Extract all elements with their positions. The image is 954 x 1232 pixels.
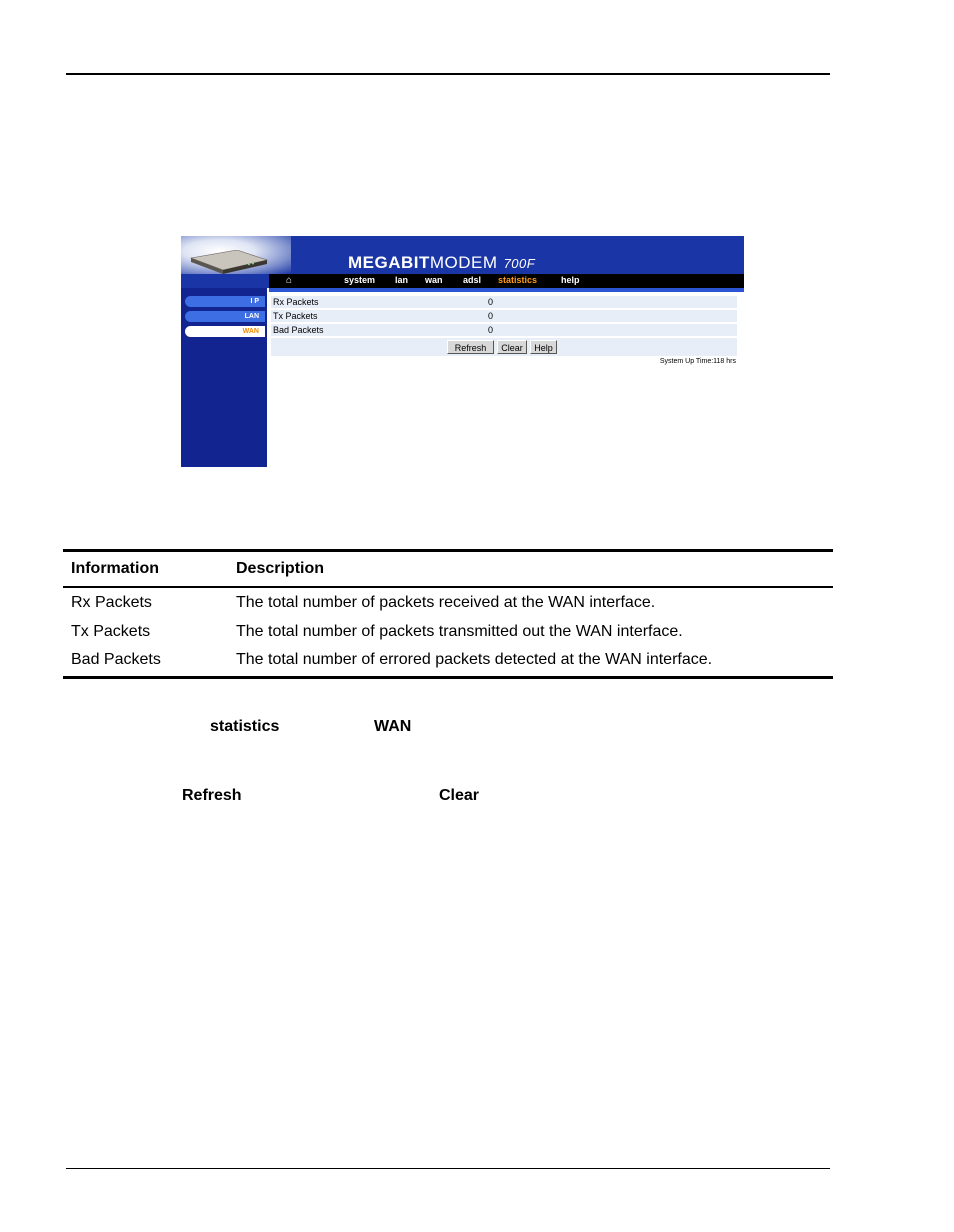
nav-system[interactable]: system xyxy=(344,275,376,285)
help-button[interactable]: Help xyxy=(530,340,557,354)
nav-adsl[interactable]: adsl xyxy=(463,275,482,285)
nav-left-block xyxy=(181,274,269,288)
nav-help[interactable]: help xyxy=(561,275,580,285)
stat-label: Rx Packets xyxy=(273,297,319,307)
cell-information: Rx Packets xyxy=(71,594,152,611)
stat-value: 0 xyxy=(488,311,494,321)
table-row xyxy=(63,588,833,617)
brand-part2: MODEM xyxy=(429,253,498,272)
sidebar xyxy=(181,288,267,467)
stat-row xyxy=(271,296,737,308)
nav-underline xyxy=(269,288,744,292)
clear-button[interactable]: Clear xyxy=(497,340,527,354)
modem-ui-screenshot xyxy=(181,236,744,467)
table-bottom-rule xyxy=(63,676,833,679)
keyword-statistics: statistics xyxy=(210,718,280,735)
top-nav xyxy=(181,274,744,288)
keyword-clear: Clear xyxy=(439,787,480,804)
info-table xyxy=(63,549,833,679)
table-row xyxy=(63,645,833,674)
sidebar-item-lan[interactable]: LAN xyxy=(185,311,265,322)
keyword-refresh: Refresh xyxy=(182,787,242,804)
stat-label: Tx Packets xyxy=(273,311,318,321)
stat-value: 0 xyxy=(488,325,494,335)
modem-device-image xyxy=(189,250,269,274)
brand-title xyxy=(348,253,535,273)
button-row xyxy=(271,338,737,356)
header-information: Information xyxy=(71,560,159,577)
table-header xyxy=(63,552,833,588)
stat-label: Bad Packets xyxy=(273,325,324,335)
cell-description: The total number of packets transmitted out the WAN interface. xyxy=(236,622,683,640)
keyword-wan: WAN xyxy=(374,718,412,735)
stat-row xyxy=(271,324,737,336)
cell-information: Tx Packets xyxy=(71,622,151,640)
refresh-button[interactable]: Refresh xyxy=(447,340,494,354)
home-icon[interactable]: ⌂ xyxy=(286,275,293,286)
header-rule xyxy=(66,73,830,75)
cell-information: Bad Packets xyxy=(71,651,161,668)
nav-wan[interactable]: wan xyxy=(425,275,443,285)
stat-row xyxy=(271,310,737,322)
cell-description: The total number of packets received at the WAN interface. xyxy=(236,594,656,611)
footer-rule xyxy=(66,1168,830,1169)
cell-description: The total number of errored packets detected at the WAN interface. xyxy=(236,651,713,668)
stat-value: 0 xyxy=(488,297,494,307)
sidebar-item-ip[interactable]: I P xyxy=(185,296,265,307)
sidebar-item-wan[interactable]: WAN xyxy=(185,326,265,337)
header-description: Description xyxy=(236,560,325,577)
banner xyxy=(181,236,744,274)
table-row xyxy=(63,617,833,646)
nav-lan[interactable]: lan xyxy=(395,275,409,285)
system-uptime: System Up Time:118 hrs xyxy=(659,358,736,365)
brand-part1: MEGABIT xyxy=(348,253,430,272)
nav-statistics[interactable]: statistics xyxy=(498,275,538,285)
brand-model: 700F xyxy=(503,256,536,271)
